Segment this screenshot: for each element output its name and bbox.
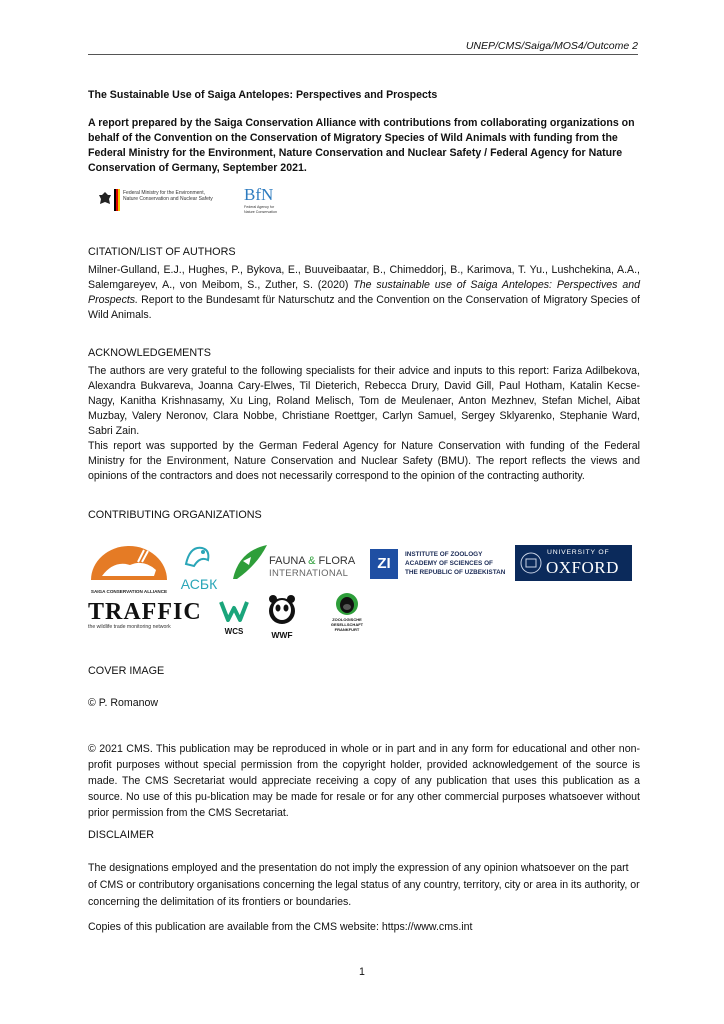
fauna-flora-international: INTERNATIONAL xyxy=(269,568,349,579)
oxford-university-of: UNIVERSITY OF xyxy=(547,549,610,556)
disclaimer-text: The designations employed and the presentation do not imply the expression of any opinion whatsoever on the part of CMS or contributory organisations concerning the legal status of any country, territory, city or area in its authority, or concerning the delimitation of its frontiers or boundaries. xyxy=(88,862,640,908)
cover-image-heading: COVER IMAGE xyxy=(88,665,165,677)
wcs-name: WCS xyxy=(224,627,244,636)
support-statement: This report was supported by the German Federal Agency for Nature Conservation with funding of the Federal Ministry for the Environment, Nature Conservation and Nuclear Safety (BMU). The report reflects the views and opinions of the contractors and does not necessarily correspond to the opinion of the contracting authority. xyxy=(88,440,640,482)
traffic-tagline: the wildlife trade monitoring network xyxy=(88,624,171,630)
fauna-word: FAUNA xyxy=(269,555,306,567)
zi-line-3: THE REPUBLIC OF UZBEKISTAN xyxy=(405,569,506,576)
acbk-logo xyxy=(176,542,222,590)
bfn-logo xyxy=(244,186,284,228)
wcs-w-icon xyxy=(219,600,249,622)
copyright-notice: © 2021 CMS. This publication may be reproduced in whole or in part and in any form for educational and other non-profit purposes without special permission from the copyright holder, provided acknowledgement of the source is made. The CMS Secretariat would appreciate receiving a copy of any publication that uses this publication as a source. No use of this pu-blication may be made for resale or for any other commercial purposes whatsoever without prior permission from the CMS Secretariat. xyxy=(88,743,640,819)
citation-heading: CITATION/LIST OF AUTHORS xyxy=(88,246,236,258)
acbk-bird-icon xyxy=(176,542,222,572)
report-title: The Sustainable Use of Saiga Antelopes: Perspectives and Prospects xyxy=(88,89,438,101)
institute-of-zoology-logo xyxy=(370,549,510,583)
zgf-logo xyxy=(327,592,367,638)
fauna-flora-name xyxy=(269,555,355,567)
wwf-name: WWF xyxy=(271,630,293,640)
citation-title: The sustainable use of Saiga Antelopes: Perspectives and Prospects. xyxy=(88,279,640,306)
zgf-line-2: GESELLSCHAFT xyxy=(330,622,364,627)
traffic-logo xyxy=(88,600,208,634)
disclaimer-heading: DISCLAIMER xyxy=(88,829,154,841)
wcs-logo xyxy=(219,600,249,634)
zi-line-1: INSTITUTE OF ZOOLOGY xyxy=(405,551,483,558)
document-reference-header: UNEP/CMS/Saiga/MOS4/Outcome 2 xyxy=(88,40,638,55)
zi-line-2: ACADEMY OF SCIENCES OF xyxy=(405,560,493,567)
zi-mark: ZI xyxy=(370,549,398,579)
oxford-name: OXFORD xyxy=(546,558,619,577)
federal-eagle-icon xyxy=(98,191,112,207)
oxford-logo xyxy=(515,545,632,581)
bmu-logo xyxy=(98,189,218,213)
fauna-flora-logo xyxy=(229,543,356,585)
bmu-logo-text: Federal Ministry for the Environment, Nature Conservation and Nuclear Safety xyxy=(123,190,213,202)
website-note: Copies of this publication are available from the CMS website: https://www.cms.int xyxy=(88,921,473,933)
oxford-crest-icon xyxy=(520,550,542,576)
gorilla-icon xyxy=(335,592,359,616)
bfn-text: Federal Agency for Nature Conservation xyxy=(244,205,277,214)
report-statement: A report prepared by the Saiga Conservation Alliance with contributions from collaborating organizations on behalf of the Convention on the Conservation of Migratory Species of Wild Animals with funding from the Federal Ministry for the Environment, Nature Conservation and Nuclear Safety / Federal Agency for Nature Conservation of Germany, September 2021. xyxy=(88,117,635,174)
organizations-heading: CONTRIBUTING ORGANIZATIONS xyxy=(88,509,262,521)
acknowledgements-text: The authors are very grateful to the following specialists for their advice and inputs to this report: Fariza Adilbekova, Alexandra Bukvareva, Joanna Cary-Elwes, Til Dieterich, Rebecca Drury, David Gill, Paul Hotham, Katalin Kecse-Nagy, Kanitha Krishnasamy, Xu Ling, Roland Melisch, Tom de Meulenaer, Anton Mezhnev, Stefan Michel, Aibat Muzbay, Valery Neronov, Clara Nobbe, Christiane Roettger, Carlyn Samuel, Sergey Sklyarenko, Stephanie Ward, Sabri Zain. xyxy=(88,365,640,437)
wwf-logo xyxy=(265,593,299,640)
saiga-antelope-icon xyxy=(88,540,170,584)
traffic-name: TRAFFIC xyxy=(88,599,202,625)
acbk-name: АСБК xyxy=(180,576,218,592)
cover-image-credit: © P. Romanow xyxy=(88,697,159,709)
flora-word: FLORA xyxy=(318,555,356,567)
citation-rest: Report to the Bundesamt für Naturschutz and the Convention on the Conservation of Migratory Species of Wild Animals. xyxy=(88,294,640,321)
citation-authors: Milner-Gulland, E.J., Hughes, P., Bykova, E., Buuveibaatar, B., Chimeddorj, B., Karimova, T. Yu., Lushchekina, A.A., Salemgareyev, A., von Meibom, S., Zuther, S. (2020) xyxy=(88,264,640,291)
page-number: 1 xyxy=(359,966,365,978)
fauna-flora-ampersand: & xyxy=(305,555,319,567)
citation-text xyxy=(88,263,640,323)
bfn-mark: BfN xyxy=(244,185,274,204)
saiga-conservation-alliance-logo xyxy=(88,540,170,592)
fauna-flora-leaf-icon xyxy=(229,543,269,583)
panda-icon xyxy=(265,593,299,625)
acknowledgements-heading: ACKNOWLEDGEMENTS xyxy=(88,347,211,359)
zgf-line-3: FRANKFURT xyxy=(334,627,360,632)
saiga-alliance-name: SAIGA CONSERVATION ALLIANCE xyxy=(90,589,168,594)
zgf-line-1: ZOOLOGISCHE xyxy=(332,617,362,622)
